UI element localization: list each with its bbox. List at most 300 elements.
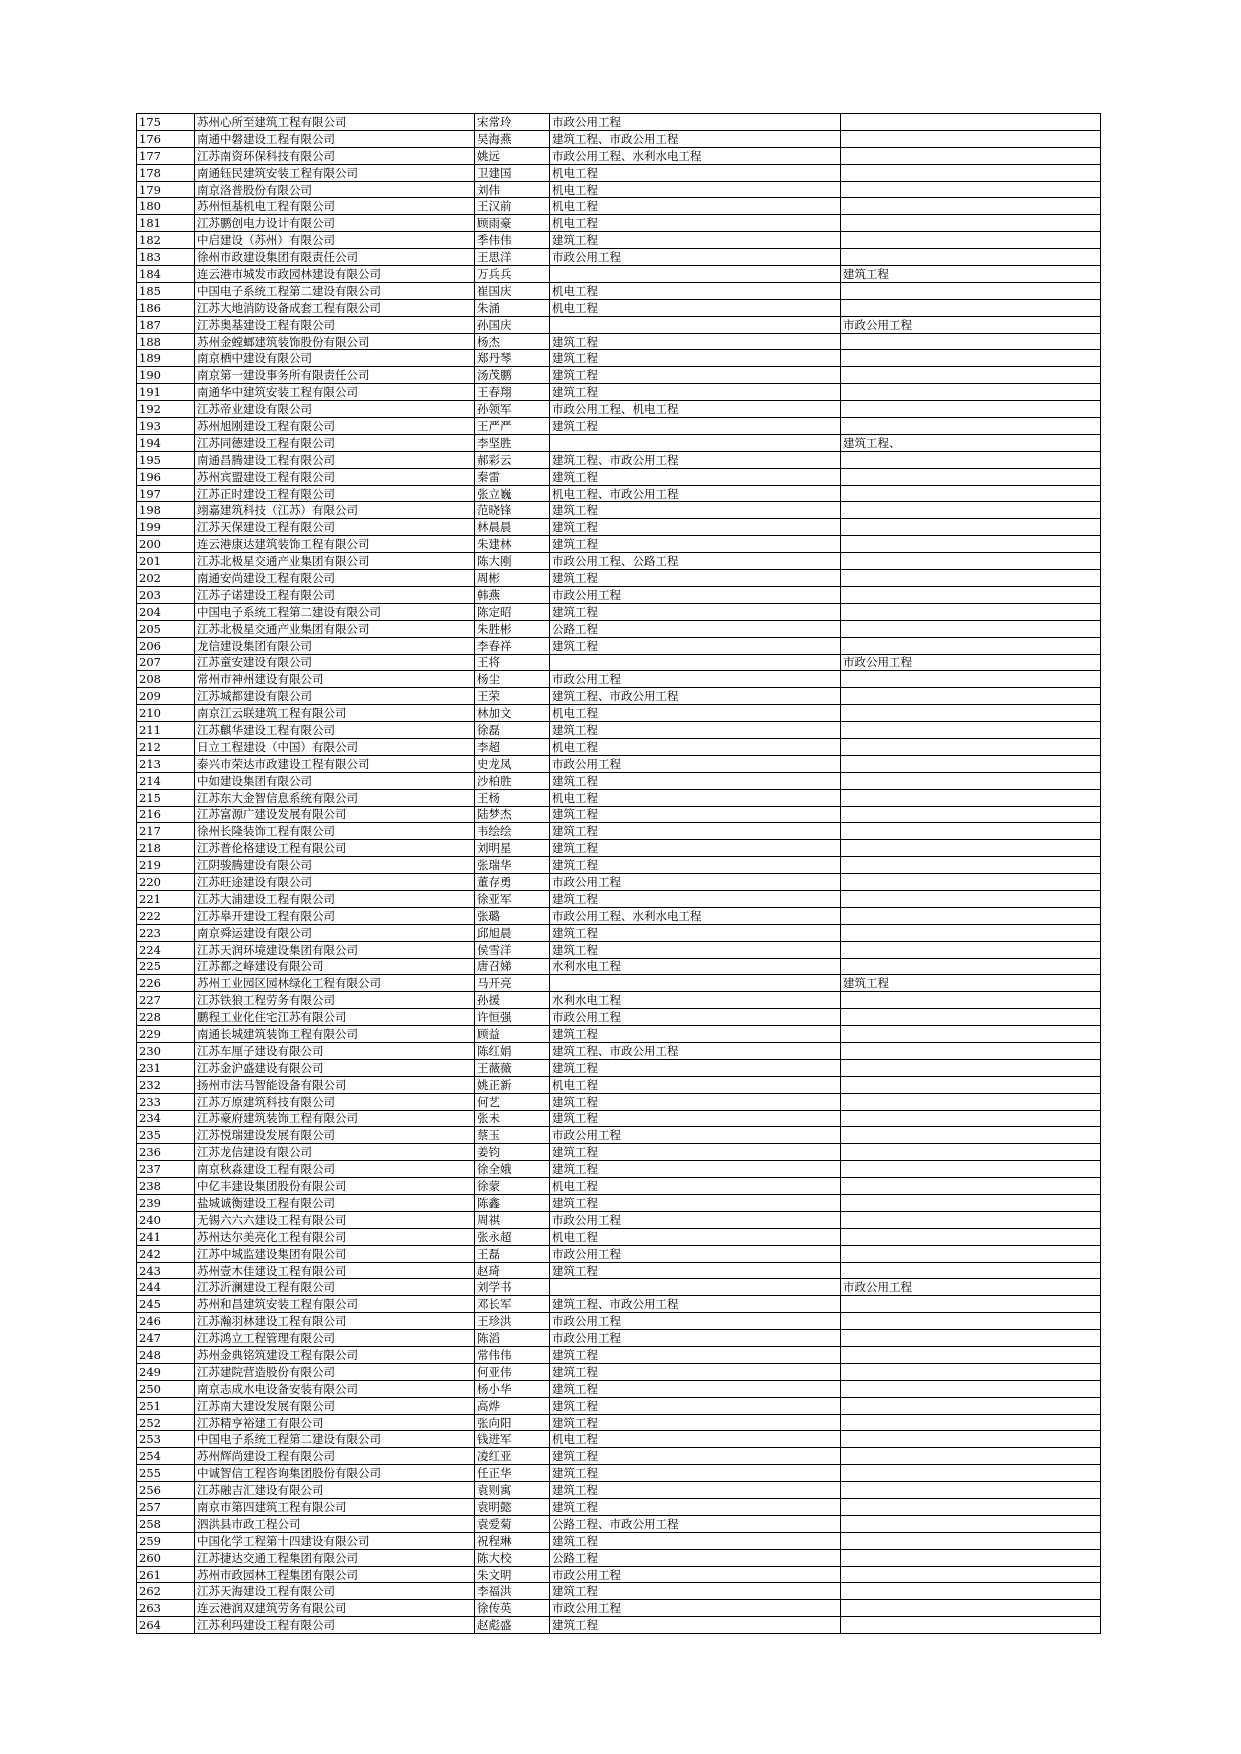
- company-name-cell: 江苏富源广建设发展有限公司: [195, 806, 475, 823]
- person-name-cell: 范晓锋: [475, 502, 550, 519]
- row-number-cell: 197: [137, 485, 195, 502]
- specialty-cell: 机电工程: [550, 299, 841, 316]
- company-name-cell: 江苏万原建筑科技有限公司: [195, 1093, 475, 1110]
- row-number-cell: 263: [137, 1600, 195, 1617]
- person-name-cell: 韦绘绘: [475, 823, 550, 840]
- person-name-cell: 何亚伟: [475, 1363, 550, 1380]
- added-specialty-cell: [841, 586, 1101, 603]
- added-specialty-cell: [841, 1110, 1101, 1127]
- company-name-cell: 泗洪县市政工程公司: [195, 1515, 475, 1532]
- table-row: [137, 1178, 1101, 1195]
- person-name-cell: 杨杰: [475, 333, 550, 350]
- added-specialty-cell: [841, 130, 1101, 147]
- added-specialty-cell: [841, 1178, 1101, 1195]
- row-number-cell: 191: [137, 384, 195, 401]
- company-name-cell: 中诚智信工程咨询集团股份有限公司: [195, 1465, 475, 1482]
- table-row: [137, 1059, 1101, 1076]
- person-name-cell: 赵彪盛: [475, 1617, 550, 1634]
- company-name-cell: 江阴骏腾建设有限公司: [195, 857, 475, 874]
- specialty-cell: 公路工程: [550, 1549, 841, 1566]
- person-name-cell: 赵琦: [475, 1262, 550, 1279]
- company-name-cell: 南京舜运建设有限公司: [195, 924, 475, 941]
- added-specialty-cell: [841, 367, 1101, 384]
- row-number-cell: 246: [137, 1313, 195, 1330]
- table-row: [137, 299, 1101, 316]
- company-name-cell: 苏州恒基机电工程有限公司: [195, 198, 475, 215]
- specialty-cell: 建筑工程: [550, 1262, 841, 1279]
- added-specialty-cell: [841, 1144, 1101, 1161]
- specialty-cell: 机电工程: [550, 164, 841, 181]
- specialty-cell: 市政公用工程、公路工程: [550, 553, 841, 570]
- table-row: [137, 1076, 1101, 1093]
- table-row: [137, 705, 1101, 722]
- row-number-cell: 185: [137, 282, 195, 299]
- person-name-cell: 徐亚军: [475, 890, 550, 907]
- added-specialty-cell: 建筑工程: [841, 975, 1101, 992]
- row-number-cell: 220: [137, 874, 195, 891]
- row-number-cell: 243: [137, 1262, 195, 1279]
- table-row: [137, 1414, 1101, 1431]
- table-row: [137, 266, 1101, 283]
- person-name-cell: 万兵兵: [475, 266, 550, 283]
- specialty-cell: 建筑工程: [550, 603, 841, 620]
- specialty-cell: 建筑工程、市政公用工程: [550, 1042, 841, 1059]
- added-specialty-cell: [841, 451, 1101, 468]
- specialty-cell: 市政公用工程、机电工程: [550, 401, 841, 418]
- row-number-cell: 199: [137, 519, 195, 536]
- specialty-cell: 建筑工程、市政公用工程: [550, 130, 841, 147]
- company-name-cell: 江苏融吉汇建设有限公司: [195, 1482, 475, 1499]
- person-name-cell: 徐传英: [475, 1600, 550, 1617]
- person-name-cell: 李福洪: [475, 1583, 550, 1600]
- person-name-cell: 姚正新: [475, 1076, 550, 1093]
- table-row: [137, 1363, 1101, 1380]
- specialty-cell: 建筑工程: [550, 384, 841, 401]
- person-name-cell: 张璐: [475, 907, 550, 924]
- added-specialty-cell: [841, 1549, 1101, 1566]
- company-name-cell: 南京洛普股份有限公司: [195, 181, 475, 198]
- person-name-cell: 宋常玲: [475, 114, 550, 131]
- table-row: [137, 198, 1101, 215]
- row-number-cell: 257: [137, 1499, 195, 1516]
- added-specialty-cell: [841, 249, 1101, 266]
- company-name-cell: 江苏帝业建设有限公司: [195, 401, 475, 418]
- company-name-cell: 江苏南大建设发展有限公司: [195, 1397, 475, 1414]
- table-row: [137, 1110, 1101, 1127]
- table-row: [137, 570, 1101, 587]
- specialty-cell: 建筑工程: [550, 1195, 841, 1212]
- row-number-cell: 196: [137, 468, 195, 485]
- specialty-cell: 建筑工程: [550, 857, 841, 874]
- added-specialty-cell: [841, 350, 1101, 367]
- added-specialty-cell: [841, 738, 1101, 755]
- added-specialty-cell: [841, 1296, 1101, 1313]
- added-specialty-cell: [841, 1076, 1101, 1093]
- company-name-cell: 江苏豪府建筑装饰工程有限公司: [195, 1110, 475, 1127]
- person-name-cell: 董存勇: [475, 874, 550, 891]
- specialty-cell: 建筑工程: [550, 924, 841, 941]
- specialty-cell: 建筑工程、市政公用工程: [550, 451, 841, 468]
- row-number-cell: 209: [137, 688, 195, 705]
- row-number-cell: 259: [137, 1532, 195, 1549]
- added-specialty-cell: [841, 857, 1101, 874]
- specialty-cell: 建筑工程: [550, 637, 841, 654]
- person-name-cell: 袁爱菊: [475, 1515, 550, 1532]
- added-specialty-cell: [841, 1161, 1101, 1178]
- person-name-cell: 陆梦杰: [475, 806, 550, 823]
- specialty-cell: 市政公用工程、水利水电工程: [550, 907, 841, 924]
- added-specialty-cell: [841, 384, 1101, 401]
- row-number-cell: 221: [137, 890, 195, 907]
- company-name-cell: 江苏同德建设工程有限公司: [195, 434, 475, 451]
- company-name-cell: 苏州金螳螂建筑装饰股份有限公司: [195, 333, 475, 350]
- person-name-cell: 王严严: [475, 418, 550, 435]
- company-name-cell: 苏州工业园区园林绿化工程有限公司: [195, 975, 475, 992]
- table-row: [137, 1313, 1101, 1330]
- row-number-cell: 242: [137, 1245, 195, 1262]
- row-number-cell: 186: [137, 299, 195, 316]
- added-specialty-cell: [841, 164, 1101, 181]
- added-specialty-cell: [841, 1482, 1101, 1499]
- table-row: [137, 553, 1101, 570]
- person-name-cell: 陈红娟: [475, 1042, 550, 1059]
- added-specialty-cell: [841, 468, 1101, 485]
- company-name-cell: 江苏铁狼工程劳务有限公司: [195, 992, 475, 1009]
- specialty-cell: 建筑工程: [550, 941, 841, 958]
- row-number-cell: 247: [137, 1330, 195, 1347]
- table-row: [137, 485, 1101, 502]
- company-name-cell: 江苏精亨裕建工有限公司: [195, 1414, 475, 1431]
- specialty-cell: [550, 434, 841, 451]
- specialty-cell: 机电工程: [550, 198, 841, 215]
- company-name-cell: 南京秋淼建设工程有限公司: [195, 1161, 475, 1178]
- table-row: [137, 586, 1101, 603]
- row-number-cell: 214: [137, 772, 195, 789]
- row-number-cell: 210: [137, 705, 195, 722]
- company-name-cell: 盐城诚衡建设工程有限公司: [195, 1195, 475, 1212]
- added-specialty-cell: [841, 1042, 1101, 1059]
- added-specialty-cell: [841, 215, 1101, 232]
- row-number-cell: 222: [137, 907, 195, 924]
- added-specialty-cell: [841, 1617, 1101, 1634]
- table-row: [137, 941, 1101, 958]
- specialty-cell: 机电工程: [550, 789, 841, 806]
- row-number-cell: 234: [137, 1110, 195, 1127]
- added-specialty-cell: [841, 1059, 1101, 1076]
- person-name-cell: 顾益: [475, 1026, 550, 1043]
- table-row: [137, 772, 1101, 789]
- specialty-cell: 水利水电工程: [550, 958, 841, 975]
- row-number-cell: 255: [137, 1465, 195, 1482]
- row-number-cell: 237: [137, 1161, 195, 1178]
- added-specialty-cell: [841, 823, 1101, 840]
- person-name-cell: 陈鑫: [475, 1195, 550, 1212]
- company-name-cell: 江苏沂澜建设工程有限公司: [195, 1279, 475, 1296]
- company-name-cell: 南京志成水电设备安装有限公司: [195, 1380, 475, 1397]
- table-row: [137, 789, 1101, 806]
- specialty-cell: [550, 1279, 841, 1296]
- person-name-cell: 林加文: [475, 705, 550, 722]
- specialty-cell: 市政公用工程: [550, 114, 841, 131]
- company-name-cell: 江苏天保建设工程有限公司: [195, 519, 475, 536]
- added-specialty-cell: [841, 401, 1101, 418]
- row-number-cell: 239: [137, 1195, 195, 1212]
- table-row: [137, 451, 1101, 468]
- specialty-cell: 建筑工程: [550, 1414, 841, 1431]
- row-number-cell: 181: [137, 215, 195, 232]
- person-name-cell: 吴海燕: [475, 130, 550, 147]
- specialty-cell: 建筑工程: [550, 823, 841, 840]
- row-number-cell: 201: [137, 553, 195, 570]
- person-name-cell: 徐蒙: [475, 1178, 550, 1195]
- table-row: [137, 992, 1101, 1009]
- person-name-cell: 朱建林: [475, 536, 550, 553]
- company-name-cell: 徐州市政建设集团有限责任公司: [195, 249, 475, 266]
- specialty-cell: 建筑工程: [550, 570, 841, 587]
- company-name-cell: 江苏天海建设工程有限公司: [195, 1583, 475, 1600]
- added-specialty-cell: [841, 485, 1101, 502]
- specialty-cell: 机电工程: [550, 282, 841, 299]
- table-row: [137, 384, 1101, 401]
- specialty-cell: 建筑工程: [550, 1499, 841, 1516]
- table-row: [137, 333, 1101, 350]
- company-name-cell: 江苏鹏创电力设计有限公司: [195, 215, 475, 232]
- row-number-cell: 240: [137, 1211, 195, 1228]
- person-name-cell: 林晨晨: [475, 519, 550, 536]
- company-name-cell: 南京栖中建设有限公司: [195, 350, 475, 367]
- person-name-cell: 孙援: [475, 992, 550, 1009]
- row-number-cell: 236: [137, 1144, 195, 1161]
- row-number-cell: 193: [137, 418, 195, 435]
- person-name-cell: 陈大校: [475, 1549, 550, 1566]
- added-specialty-cell: 市政公用工程: [841, 654, 1101, 671]
- specialty-cell: 机电工程: [550, 1076, 841, 1093]
- added-specialty-cell: [841, 1313, 1101, 1330]
- specialty-cell: 建筑工程: [550, 1093, 841, 1110]
- table-row: [137, 806, 1101, 823]
- company-name-cell: 江苏天润环境建设集团有限公司: [195, 941, 475, 958]
- row-number-cell: 238: [137, 1178, 195, 1195]
- company-name-cell: 江苏车厘子建设有限公司: [195, 1042, 475, 1059]
- company-name-cell: 江苏大地消防设备成套工程有限公司: [195, 299, 475, 316]
- table-row: [137, 1279, 1101, 1296]
- added-specialty-cell: [841, 1600, 1101, 1617]
- added-specialty-cell: [841, 874, 1101, 891]
- table-row: [137, 1465, 1101, 1482]
- table-row: [137, 1431, 1101, 1448]
- row-number-cell: 224: [137, 941, 195, 958]
- specialty-cell: 市政公用工程: [550, 1211, 841, 1228]
- person-name-cell: 张瑞华: [475, 857, 550, 874]
- row-number-cell: 248: [137, 1347, 195, 1364]
- table-row: [137, 738, 1101, 755]
- person-name-cell: 陈定昭: [475, 603, 550, 620]
- table-row: [137, 1583, 1101, 1600]
- table-row: [137, 1617, 1101, 1634]
- added-specialty-cell: 建筑工程: [841, 266, 1101, 283]
- person-name-cell: 周祺: [475, 1211, 550, 1228]
- person-name-cell: 徐磊: [475, 722, 550, 739]
- specialty-cell: 建筑工程: [550, 1161, 841, 1178]
- company-name-cell: 江苏金沪盛建设有限公司: [195, 1059, 475, 1076]
- specialty-cell: 市政公用工程: [550, 755, 841, 772]
- added-specialty-cell: [841, 519, 1101, 536]
- table-row: [137, 164, 1101, 181]
- row-number-cell: 187: [137, 316, 195, 333]
- table-row: [137, 603, 1101, 620]
- added-specialty-cell: [841, 840, 1101, 857]
- specialty-cell: 建筑工程: [550, 418, 841, 435]
- added-specialty-cell: [841, 1228, 1101, 1245]
- company-name-cell: 江苏皋开建设工程有限公司: [195, 907, 475, 924]
- table-row: [137, 536, 1101, 553]
- specialty-cell: 建筑工程: [550, 806, 841, 823]
- person-name-cell: 何艺: [475, 1093, 550, 1110]
- company-name-cell: 中国电子系统工程第二建设有限公司: [195, 282, 475, 299]
- person-name-cell: 王珍洪: [475, 1313, 550, 1330]
- table-row: [137, 434, 1101, 451]
- specialty-cell: 机电工程: [550, 705, 841, 722]
- row-number-cell: 258: [137, 1515, 195, 1532]
- added-specialty-cell: [841, 907, 1101, 924]
- person-name-cell: 郝彩云: [475, 451, 550, 468]
- row-number-cell: 228: [137, 1009, 195, 1026]
- table-row: [137, 1211, 1101, 1228]
- specialty-cell: 建筑工程: [550, 502, 841, 519]
- table-row: [137, 637, 1101, 654]
- table-row: [137, 907, 1101, 924]
- specialty-cell: 建筑工程: [550, 722, 841, 739]
- specialty-cell: [550, 266, 841, 283]
- person-name-cell: 侯雪洋: [475, 941, 550, 958]
- specialty-cell: 机电工程: [550, 1178, 841, 1195]
- company-name-cell: 南通昌腾建设工程有限公司: [195, 451, 475, 468]
- row-number-cell: 253: [137, 1431, 195, 1448]
- specialty-cell: 机电工程: [550, 738, 841, 755]
- person-name-cell: 任正华: [475, 1465, 550, 1482]
- company-name-cell: 龙信建设集团有限公司: [195, 637, 475, 654]
- row-number-cell: 223: [137, 924, 195, 941]
- person-name-cell: 张未: [475, 1110, 550, 1127]
- row-number-cell: 215: [137, 789, 195, 806]
- specialty-cell: 建筑工程: [550, 232, 841, 249]
- table-row: [137, 130, 1101, 147]
- specialty-cell: 市政公用工程: [550, 586, 841, 603]
- company-name-cell: 苏州和昌建筑安装工程有限公司: [195, 1296, 475, 1313]
- table-row: [137, 671, 1101, 688]
- company-name-cell: 江苏都之峰建设有限公司: [195, 958, 475, 975]
- added-specialty-cell: [841, 1566, 1101, 1583]
- company-name-cell: 苏州壹木佳建设工程有限公司: [195, 1262, 475, 1279]
- specialty-cell: 建筑工程: [550, 536, 841, 553]
- specialty-cell: 建筑工程: [550, 350, 841, 367]
- specialty-cell: 机电工程、市政公用工程: [550, 485, 841, 502]
- row-number-cell: 252: [137, 1414, 195, 1431]
- company-name-cell: 江苏龙信建设有限公司: [195, 1144, 475, 1161]
- person-name-cell: 王将: [475, 654, 550, 671]
- added-specialty-cell: [841, 941, 1101, 958]
- added-specialty-cell: [841, 1262, 1101, 1279]
- table-row: [137, 1026, 1101, 1043]
- table-row: [137, 1549, 1101, 1566]
- specialty-cell: 建筑工程: [550, 1482, 841, 1499]
- specialty-cell: 建筑工程、市政公用工程: [550, 1296, 841, 1313]
- table-row: [137, 620, 1101, 637]
- row-number-cell: 195: [137, 451, 195, 468]
- table-row: [137, 857, 1101, 874]
- specialty-cell: 市政公用工程: [550, 1566, 841, 1583]
- row-number-cell: 218: [137, 840, 195, 857]
- person-name-cell: 许恒强: [475, 1009, 550, 1026]
- row-number-cell: 204: [137, 603, 195, 620]
- row-number-cell: 261: [137, 1566, 195, 1583]
- person-name-cell: 杨尘: [475, 671, 550, 688]
- added-specialty-cell: [841, 553, 1101, 570]
- person-name-cell: 凌红亚: [475, 1448, 550, 1465]
- table-row: [137, 1482, 1101, 1499]
- person-name-cell: 王春翔: [475, 384, 550, 401]
- specialty-cell: 建筑工程: [550, 1347, 841, 1364]
- table-row: [137, 350, 1101, 367]
- company-name-cell: 江苏旺途建设有限公司: [195, 874, 475, 891]
- company-name-cell: 中启建设（苏州）有限公司: [195, 232, 475, 249]
- table-row: [137, 1499, 1101, 1516]
- company-name-cell: 江苏麒华建设工程有限公司: [195, 722, 475, 739]
- table-row: [137, 401, 1101, 418]
- table-row: [137, 418, 1101, 435]
- person-name-cell: 王思洋: [475, 249, 550, 266]
- added-specialty-cell: [841, 502, 1101, 519]
- table-row: [137, 1262, 1101, 1279]
- company-name-cell: 江苏城都建设有限公司: [195, 688, 475, 705]
- company-name-cell: 江苏中城监建设集团有限公司: [195, 1245, 475, 1262]
- specialty-cell: 建筑工程: [550, 333, 841, 350]
- row-number-cell: 180: [137, 198, 195, 215]
- added-specialty-cell: [841, 1026, 1101, 1043]
- table-row: [137, 1532, 1101, 1549]
- company-name-cell: 无锡六六六建设工程有限公司: [195, 1211, 475, 1228]
- person-name-cell: 李坚胜: [475, 434, 550, 451]
- person-name-cell: 韩燕: [475, 586, 550, 603]
- person-name-cell: 孙国庆: [475, 316, 550, 333]
- table-row: [137, 519, 1101, 536]
- row-number-cell: 177: [137, 147, 195, 164]
- registration-table: [136, 113, 1101, 1634]
- table-row: [137, 1009, 1101, 1026]
- specialty-cell: 建筑工程: [550, 519, 841, 536]
- person-name-cell: 马开亮: [475, 975, 550, 992]
- row-number-cell: 231: [137, 1059, 195, 1076]
- company-name-cell: 中国电子系统工程第二建设有限公司: [195, 603, 475, 620]
- row-number-cell: 200: [137, 536, 195, 553]
- row-number-cell: 230: [137, 1042, 195, 1059]
- table-row: [137, 147, 1101, 164]
- person-name-cell: 朱文明: [475, 1566, 550, 1583]
- row-number-cell: 226: [137, 975, 195, 992]
- table-row: [137, 890, 1101, 907]
- person-name-cell: 季伟伟: [475, 232, 550, 249]
- row-number-cell: 184: [137, 266, 195, 283]
- company-name-cell: 常州市神州建设有限公司: [195, 671, 475, 688]
- table-row: [137, 316, 1101, 333]
- specialty-cell: [550, 975, 841, 992]
- row-number-cell: 216: [137, 806, 195, 823]
- table-row: [137, 1245, 1101, 1262]
- specialty-cell: 机电工程: [550, 1431, 841, 1448]
- company-name-cell: 中国化学工程第十四建设有限公司: [195, 1532, 475, 1549]
- specialty-cell: 建筑工程: [550, 367, 841, 384]
- specialty-cell: 建筑工程: [550, 468, 841, 485]
